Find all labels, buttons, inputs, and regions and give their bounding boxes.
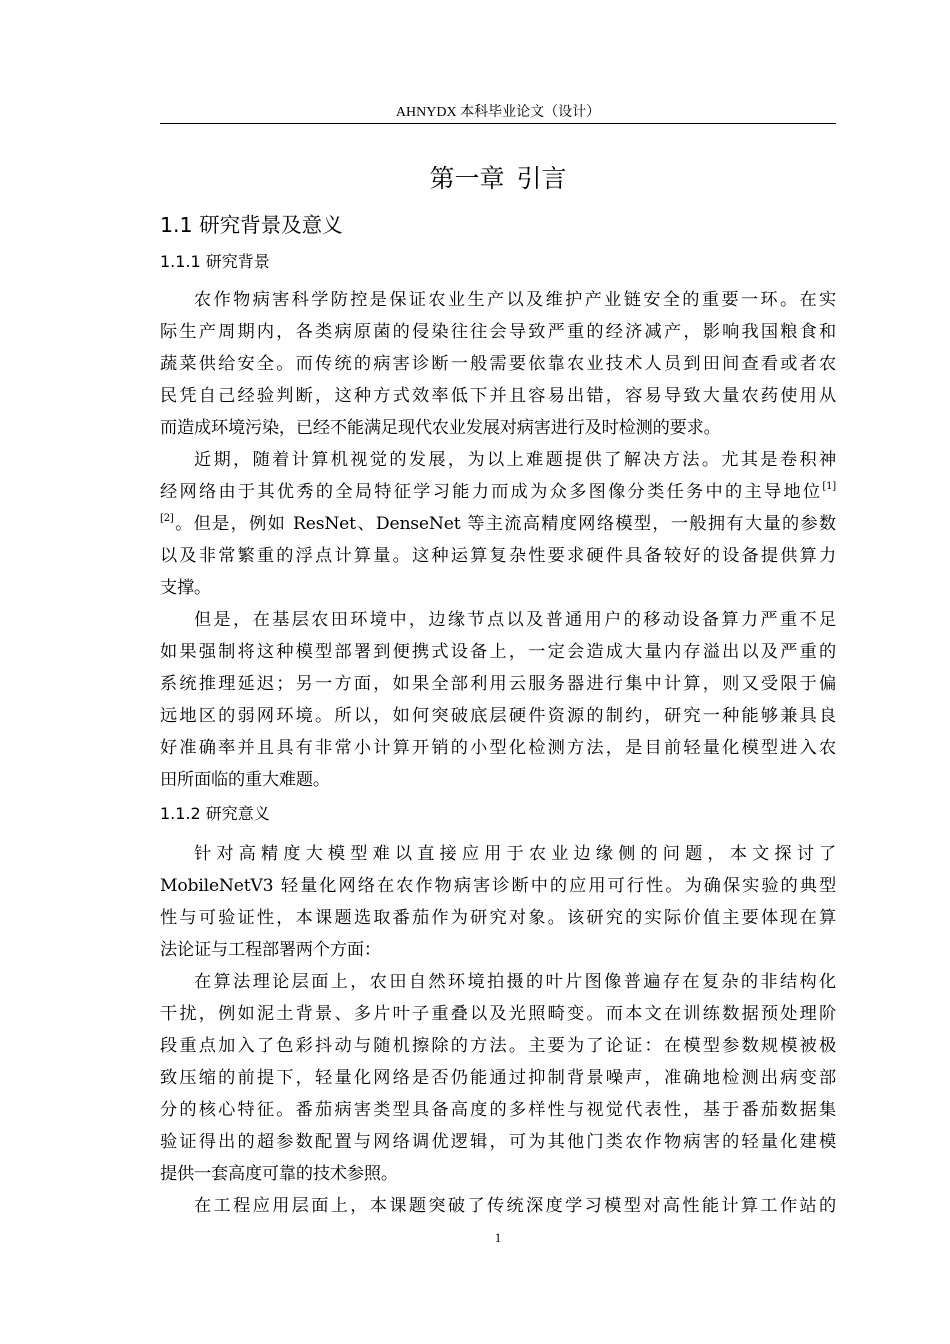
- paragraph-line: 系统推理延迟；另一方面，如果全部利用云服务器进行集中计算，则又受限于偏: [160, 674, 836, 694]
- chapter-name: 引言: [516, 164, 567, 193]
- paragraph-line: 验证得出的超参数配置与网络调优逻辑，可为其他门类农作物病害的轻量化建模: [160, 1132, 836, 1152]
- paragraph-line: 远地区的弱网环境。所以，如何突破底层硬件资源的制约，研究一种能够兼具良: [160, 706, 836, 726]
- paragraph-line: 干扰，例如泥土背景、多片叶子重叠以及光照畸变。而本文在训练数据预处理阶: [160, 1004, 836, 1024]
- section-heading-1-1: 1.1 研究背景及意义: [160, 213, 343, 237]
- paragraph-text: 。但是，例如 ResNet、DenseNet 等主流高精度网络模型，一般拥有大量的参数: [173, 514, 836, 534]
- chapter-title: [160, 162, 836, 196]
- paragraph-line: 蔬菜供给安全。而传统的病害诊断一般需要依靠农业技术人员到田间查看或者农: [160, 354, 836, 374]
- paragraph-line: 以及非常繁重的浮点计算量。这种运算复杂性要求硬件具备较好的设备提供算力: [160, 546, 836, 566]
- paragraph-line: [160, 478, 836, 506]
- chapter-number: 第一章: [429, 164, 505, 193]
- paragraph-line: 致压缩的前提下，轻量化网络是否仍能通过抑制背景噪声，准确地检测出病变部: [160, 1068, 836, 1088]
- paragraph-line: 民凭自己经验判断，这种方式效率低下并且容易出错，容易导致大量农药使用从: [160, 386, 836, 406]
- paragraph-line: 提供一套高度可靠的技术参照。: [160, 1164, 398, 1184]
- paragraph-line: 田所面临的重大难题。: [160, 770, 330, 790]
- paragraph-line: 在工程应用层面上，本课题突破了传统深度学习模型对高性能计算工作站的: [194, 1196, 836, 1216]
- paragraph-line: 近期，随着计算机视觉的发展，为以上难题提供了解决方法。尤其是卷积神: [194, 450, 836, 470]
- paragraph-text: 经网络由于其优秀的全局特征学习能力而成为众多图像分类任务中的主导地位: [160, 482, 823, 502]
- running-header: AHNYDX 本科毕业论文（设计）: [395, 105, 601, 120]
- paragraph-line: 际生产周期内，各类病原菌的侵染往往会导致严重的经济减产，影响我国粮食和: [160, 322, 836, 342]
- citation-ref[interactable]: [1]: [822, 481, 836, 492]
- paragraph-line: 支撑。: [160, 578, 211, 598]
- paragraph-line: 针对高精度大模型难以直接应用于农业边缘侧的问题，本文探讨了: [194, 844, 836, 864]
- paragraph-line: 农作物病害科学防控是保证农业生产以及维护产业链安全的重要一环。在实: [194, 290, 836, 310]
- paragraph-line: 分的核心特征。番茄病害类型具备高度的多样性与视觉代表性，基于番茄数据集: [160, 1100, 836, 1120]
- paragraph-line: 段重点加入了色彩抖动与随机擦除的方法。主要为了论证：在模型参数规模被极: [160, 1036, 836, 1056]
- paragraph-line: 法论证与工程部署两个方面：: [160, 940, 381, 960]
- paragraph-line: 但是，在基层农田环境中，边缘节点以及普通用户的移动设备算力严重不足: [194, 610, 836, 630]
- paragraph-line: MobileNetV3 轻量化网络在农作物病害诊断中的应用可行性。为确保实验的典型: [160, 876, 836, 896]
- paragraph-line: 性与可验证性，本课题选取番茄作为研究对象。该研究的实际价值主要体现在算: [160, 908, 836, 928]
- paragraph-line: 在算法理论层面上，农田自然环境拍摄的叶片图像普遍存在复杂的非结构化: [194, 972, 836, 992]
- page-number: 1: [494, 1230, 502, 1245]
- paragraph-line: 而造成环境污染，已经不能满足现代农业发展对病害进行及时检测的要求。: [160, 418, 721, 438]
- subsection-heading-1-1-1: 1.1.1 研究背景: [160, 252, 270, 271]
- paragraph-line: [160, 510, 836, 538]
- subsection-heading-1-1-2: 1.1.2 研究意义: [160, 804, 270, 823]
- paragraph-line: 好准确率并且具有非常小计算开销的小型化检测方法，是目前轻量化模型进入农: [160, 738, 836, 758]
- header-divider: [160, 123, 836, 124]
- citation-ref[interactable]: [2]: [160, 513, 174, 524]
- paragraph-line: 如果强制将这种模型部署到便携式设备上，一定会造成大量内存溢出以及严重的: [160, 642, 836, 662]
